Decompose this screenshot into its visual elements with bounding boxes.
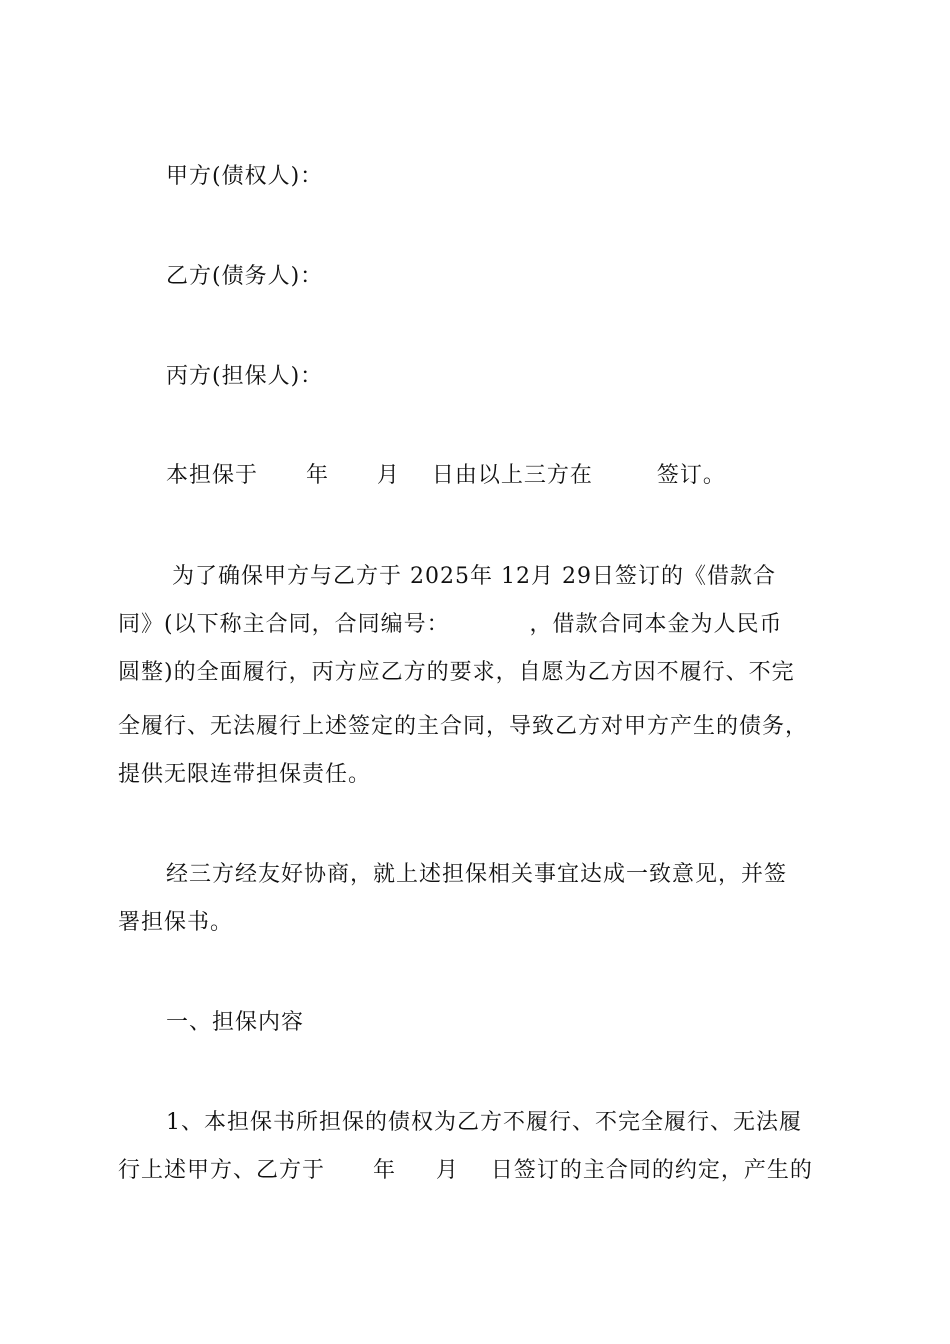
- item1-line-1: 1、本担保书所担保的债权为乙方不履行、不完全履行、无法履: [166, 1110, 802, 1135]
- para1-line-1: 为了确保甲方与乙方于 2025年 12月 29日签订的《借款合: [172, 564, 776, 589]
- party-c-label: 丙方(担保人)：: [166, 364, 324, 389]
- party-a-label: 甲方(债权人)：: [166, 164, 324, 189]
- para1-line-4: 全履行、无法履行上述签定的主合同，导致乙方对甲方产生的债务，: [118, 714, 809, 739]
- para2-line-1: 经三方经友好协商，就上述担保相关事宜达成一致意见，并签: [166, 862, 788, 887]
- signing-line: 本担保于 年 月 日由以上三方在 签订。: [166, 463, 726, 488]
- para1-line-2: 同》(以下称主合同，合同编号： ，借款合同本金为人民币: [118, 612, 783, 637]
- party-b-label: 乙方(债务人)：: [166, 264, 324, 289]
- item1-line-2: 行上述甲方、乙方于 年 月 日签订的主合同的约定，产生的: [118, 1158, 813, 1183]
- para1-line-5: 提供无限连带担保责任。: [118, 762, 372, 787]
- para1-line-3: 圆整)的全面履行，丙方应乙方的要求，自愿为乙方因不履行、不完: [118, 660, 795, 685]
- section1-title: 一、担保内容: [166, 1010, 305, 1035]
- para2-line-2: 署担保书。: [118, 910, 234, 935]
